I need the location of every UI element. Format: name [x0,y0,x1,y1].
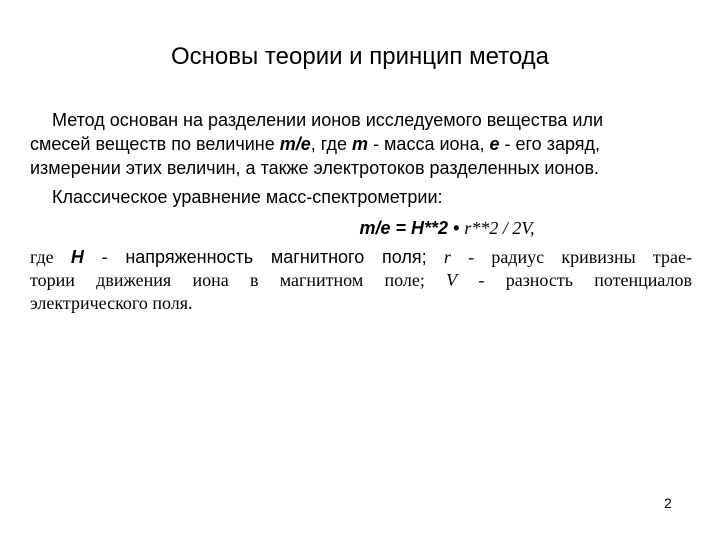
text-run: - масса иона, [368,134,490,154]
slide-title: Основы теории и принцип метода [170,43,550,70]
text-run: - его заряд, [499,134,601,154]
text-run: - радиус кривизны трае- [450,247,692,267]
symbol-m: m [352,134,369,154]
text-run: Метод основан на разделении ионов исследуемого вещества или [52,110,604,130]
paragraph-line [30,185,712,209]
paragraph-line [30,156,690,180]
equation [0,216,720,240]
text-run: , где [310,134,353,154]
paragraph-line [30,108,712,132]
explanation-line [30,269,692,292]
page-number: 2 [664,495,672,511]
text-run: - разность потенциалов [457,270,692,290]
explanation-line [30,292,692,315]
text-run: электрического поля. [30,293,193,313]
equation-left: m/e = H**2 • [359,218,465,238]
text-run: где [30,247,71,267]
formula-mass-charge: m/e [279,134,311,154]
text-run: - напряженность магнитного поля; [83,247,427,267]
text-run: тории движения иона в магнитном поле; [30,270,425,290]
symbol-v: V [424,270,458,290]
symbol-r: r [426,247,451,267]
equation-right: r**2 / 2V, [464,218,535,238]
explanation-block [30,246,692,315]
paragraph-line [30,132,690,156]
symbol-e: e [489,134,500,154]
text-run: Классическое уравнение масс-спектрометрии: [52,187,443,207]
explanation-line [30,246,692,269]
symbol-h: H [70,247,84,267]
text-run: измерении этих величин, а также электротоков разделенных ионов. [30,158,600,178]
text-run: смесей веществ по величине [30,134,280,154]
